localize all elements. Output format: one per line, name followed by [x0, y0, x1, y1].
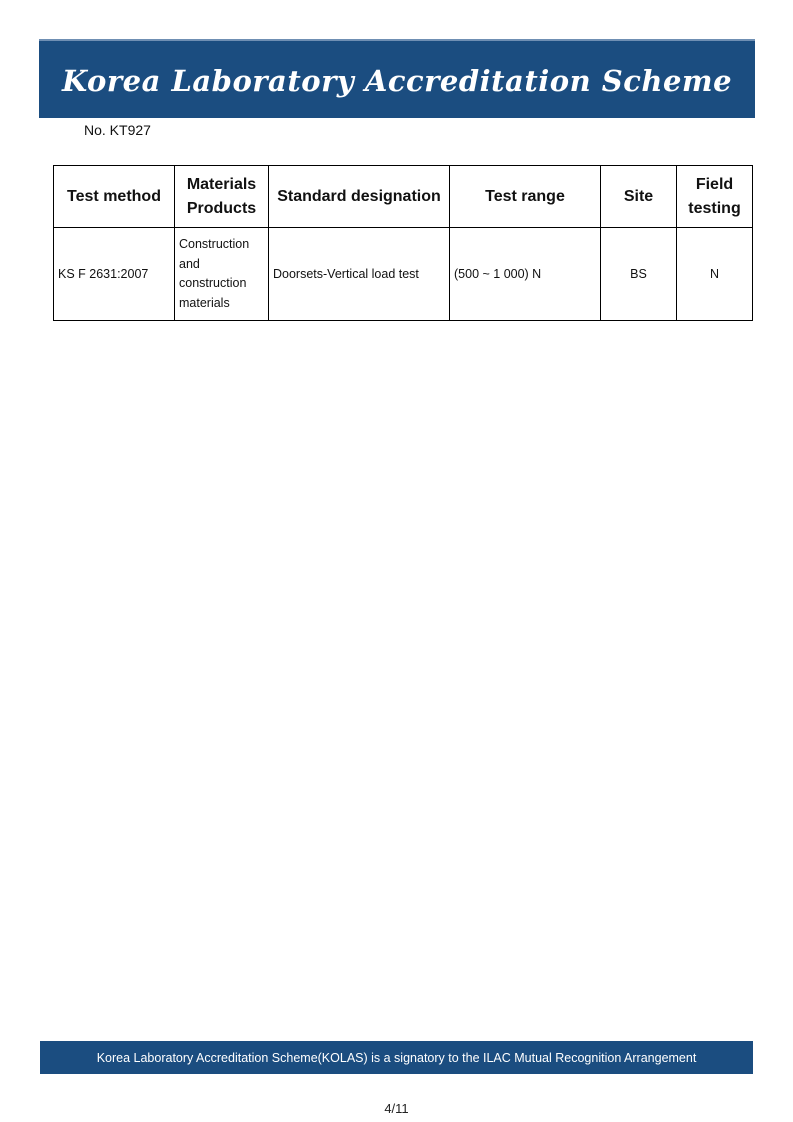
header-title: Korea Laboratory Accreditation Scheme: [61, 63, 733, 98]
table-header-row: [54, 166, 753, 228]
footer-text: Korea Laboratory Accreditation Scheme(KOLAS) is a signatory to the ILAC Mutual Recognition Arrangement: [96, 1050, 697, 1065]
certificate-number: No. KT927: [84, 122, 151, 138]
header-field-line1: Field: [695, 175, 734, 193]
header-field-line2: testing: [688, 199, 741, 217]
header-site: Site: [601, 166, 677, 228]
header-materials-line1: Materials: [186, 175, 257, 193]
cell-materials: Construction and construction materials: [175, 228, 269, 321]
header-test-method: Test method: [54, 166, 175, 228]
cell-site: BS: [601, 228, 677, 321]
header-banner: [39, 39, 755, 118]
header-standard-designation: Standard designation: [269, 166, 450, 228]
page-number: 4/11: [384, 1101, 409, 1116]
scope-table: [53, 165, 753, 321]
header-materials: [175, 166, 269, 228]
header-materials-line2: Products: [186, 199, 257, 217]
cell-field-testing: N: [677, 228, 753, 321]
cell-test-range: (500 ~ 1 000) N: [450, 228, 601, 321]
footer-banner: [40, 1041, 753, 1074]
header-test-range: Test range: [450, 166, 601, 228]
cell-test-method: KS F 2631:2007: [54, 228, 175, 321]
header-field-testing: [677, 166, 753, 228]
table-row: [54, 228, 753, 321]
cell-standard-designation: Doorsets-Vertical load test: [269, 228, 450, 321]
